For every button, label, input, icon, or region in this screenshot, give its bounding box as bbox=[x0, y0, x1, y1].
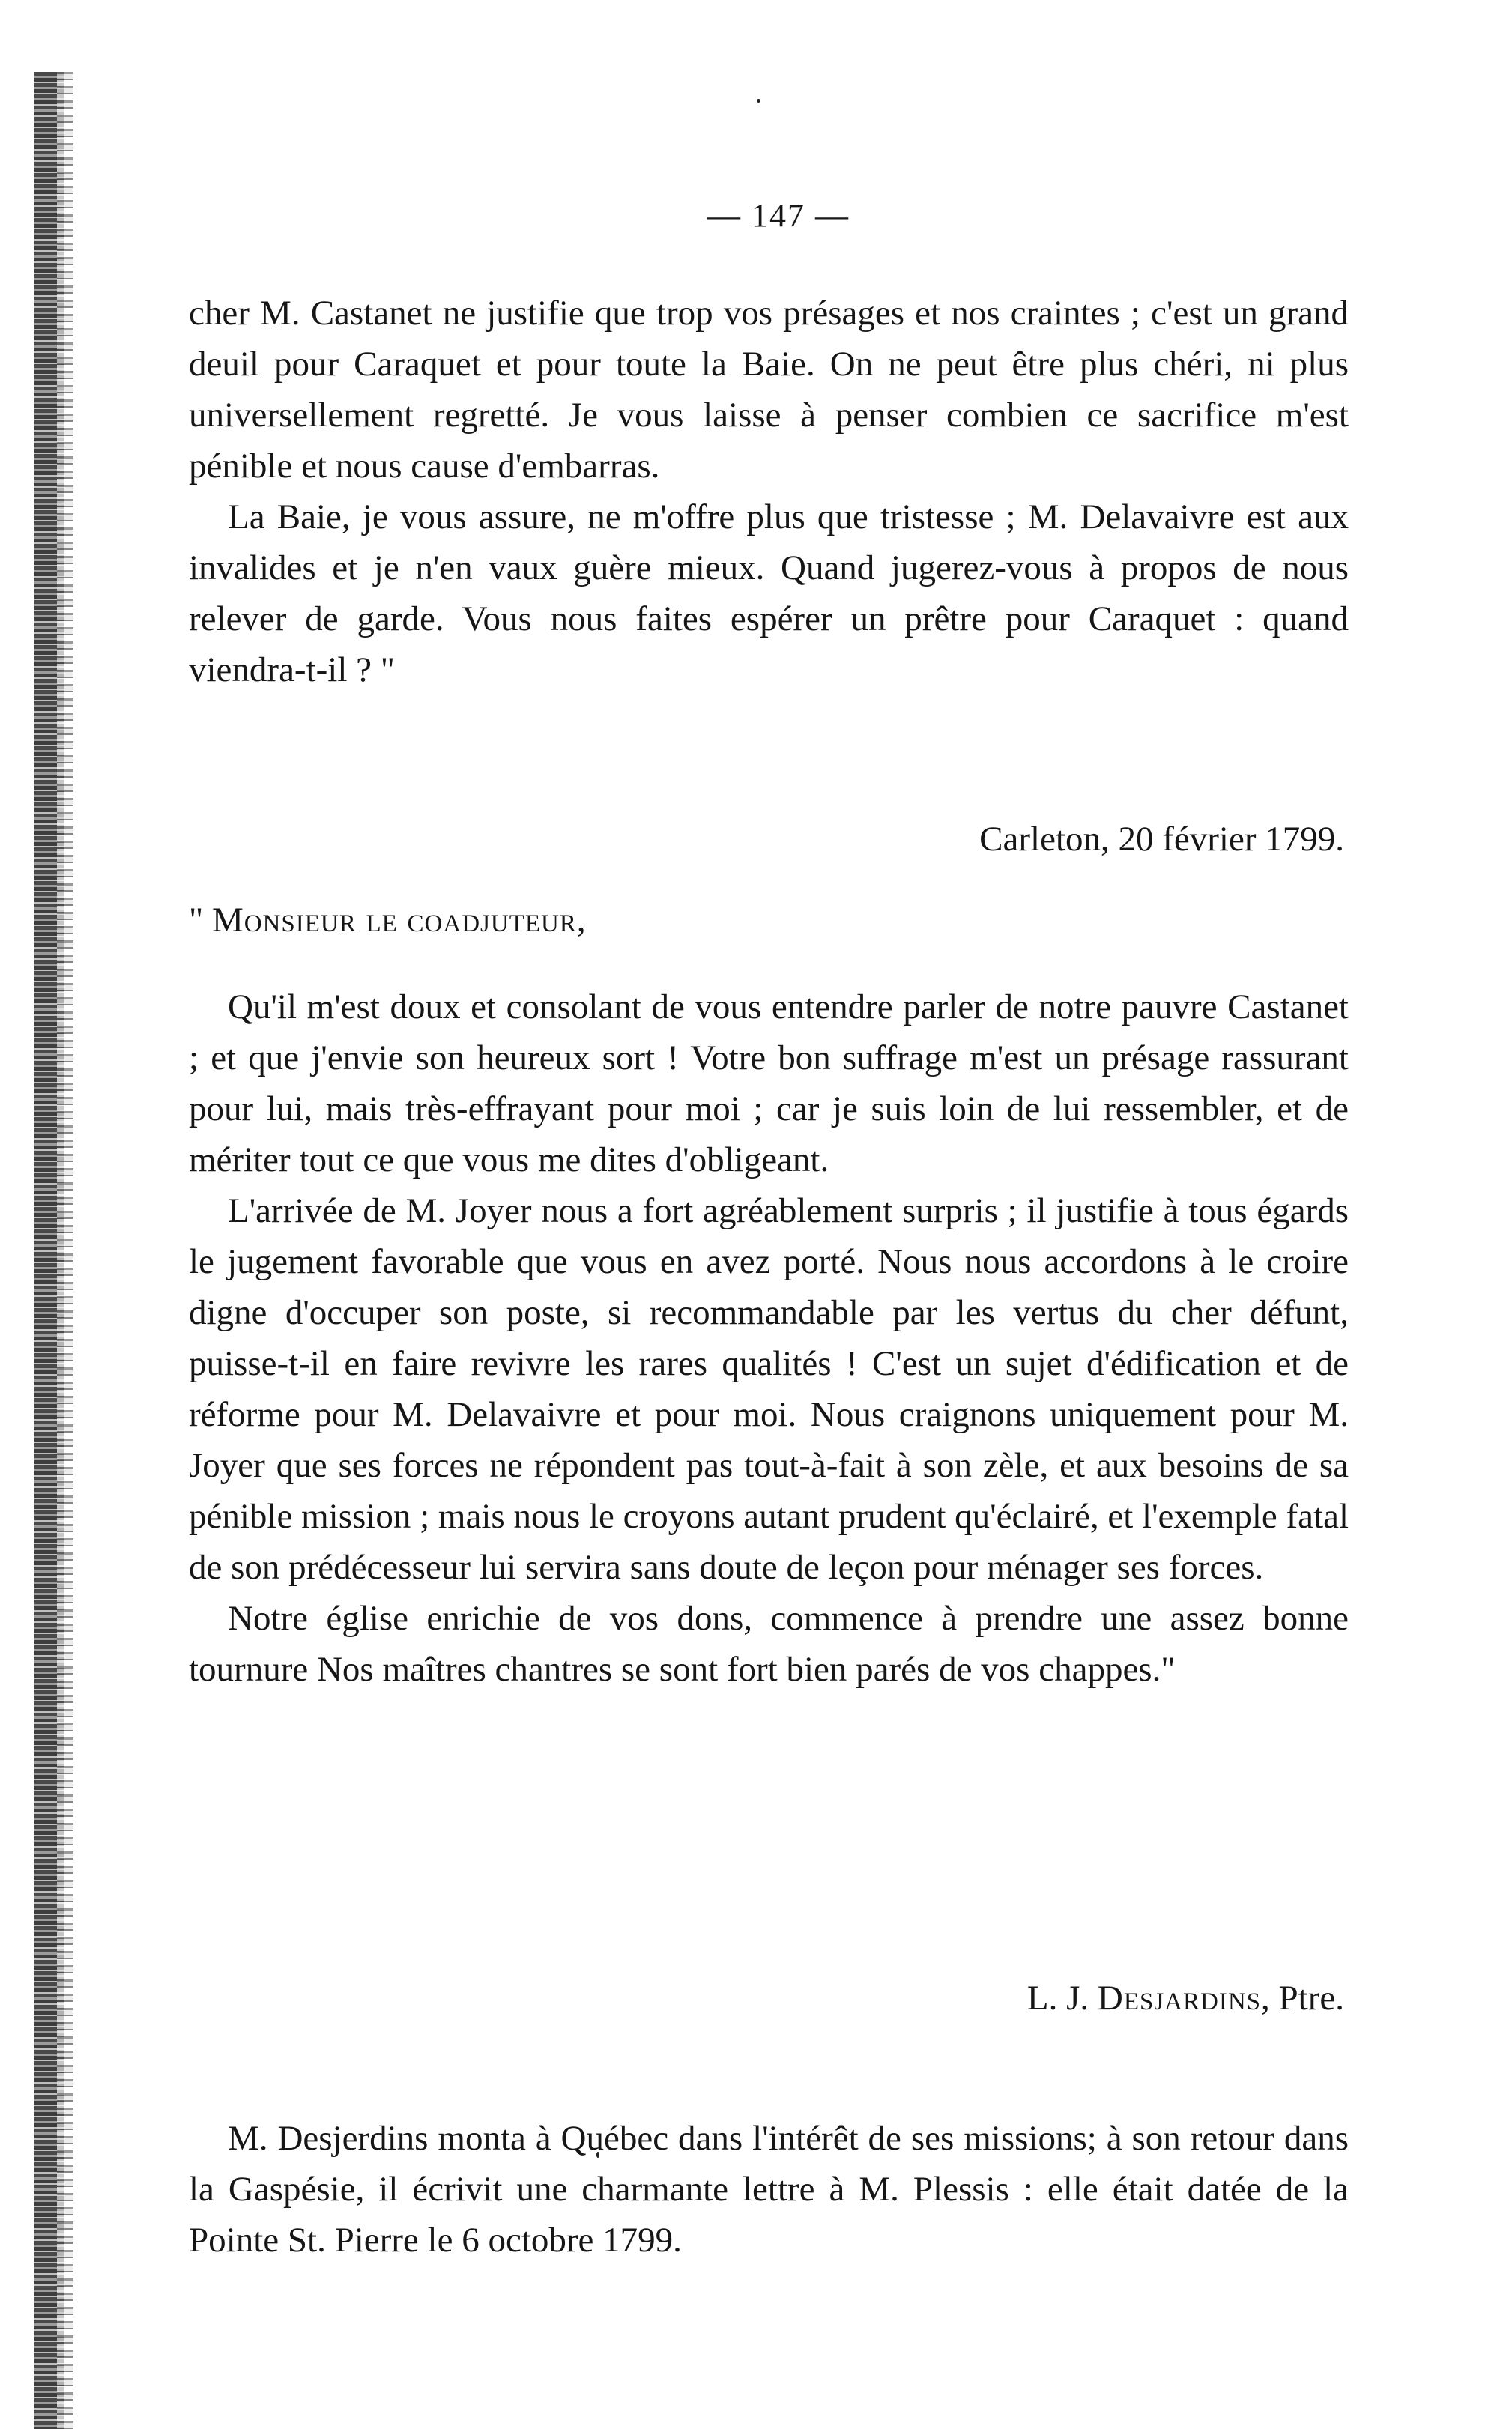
letter-salutation bbox=[189, 895, 587, 946]
paragraph: cher M. Castanet ne justifie que trop vos présages et nos craintes ; c'est un grand deuil pour Caraquet et pour toute la Baie. On ne peut être plus chéri, ni plus universellement regretté. Je vous laisse à penser combien ce sacrifice m'est pénible et nous cause d'embarras. bbox=[189, 294, 1349, 486]
letter-continuation bbox=[189, 288, 1349, 695]
scan-binding-edge bbox=[34, 72, 64, 2429]
letter-dateline: Carleton, 20 février 1799. bbox=[979, 820, 1344, 859]
paragraph: Notre église enrichie de vos dons, commence à prendre une assez bonne tournure Nos maîtres chantres se sont fort bien parés de vos chappes." bbox=[189, 1599, 1349, 1689]
letter-body bbox=[189, 981, 1349, 1695]
page-number: — 147 — bbox=[707, 197, 850, 234]
paragraph: L'arrivée de M. Joyer nous a fort agréablement surpris ; il justifie à tous égards le jugement favorable que vous en avez porté. Nous nous accordons à le croire digne d'occuper son poste, si recommandable par les vertus du cher défunt, puisse-t-il en faire revivre les rares qualités ! C'est un sujet d'édification et de réforme pour M. Delavaivre et pour moi. Nous craignons uniquement pour M. Joyer que ses forces ne répondent pas tout-à-fait à son zèle, et aux besoins de sa pénible mission ; mais nous le croyons autant prudent qu'éclairé, et l'exemple fatal de son prédécesseur lui servira sans doute de leçon pour ménager ses forces. bbox=[189, 1191, 1349, 1587]
paragraph: M. Desjerdins monta à Québec dans l'intérêt de ses missions; à son retour dans la Gaspésie, il écrivit une charmante lettre à M. Plessis : elle était datée de la Pointe St. Pierre le 6 octobre 1799. bbox=[189, 2119, 1349, 2260]
letter-signature bbox=[1027, 1973, 1344, 2024]
salutation-text: Monsieur le coadjuteur, bbox=[211, 901, 587, 940]
signature-initials: L. J. bbox=[1026, 1979, 1098, 2018]
signature-suffix: , Ptre. bbox=[1261, 1979, 1344, 2018]
paragraph: La Baie, je vous assure, ne m'offre plus que tristesse ; M. Delavaivre est aux invalides et je n'en vaux guère mieux. Quand jugerez-vous à propos de nous relever de garde. Vous nous faites espérer un prêtre pour Caraquet : quand viendra-t-il ? " bbox=[189, 497, 1349, 689]
narrative-text bbox=[189, 2113, 1349, 2266]
scan-dust-speck bbox=[757, 99, 760, 103]
signature-name: Desjardins bbox=[1097, 1979, 1262, 2018]
paragraph: Qu'il m'est doux et consolant de vous entendre parler de notre pauvre Castanet ; et que j'envie son heureux sort ! Votre bon suffrage m'est un présage rassurant pour lui, mais très-effrayant pour moi ; car je suis loin de lui ressembler, et de mériter tout ce que vous me dites d'obligeant. bbox=[189, 987, 1349, 1179]
salutation-quote-mark: " bbox=[189, 901, 212, 940]
